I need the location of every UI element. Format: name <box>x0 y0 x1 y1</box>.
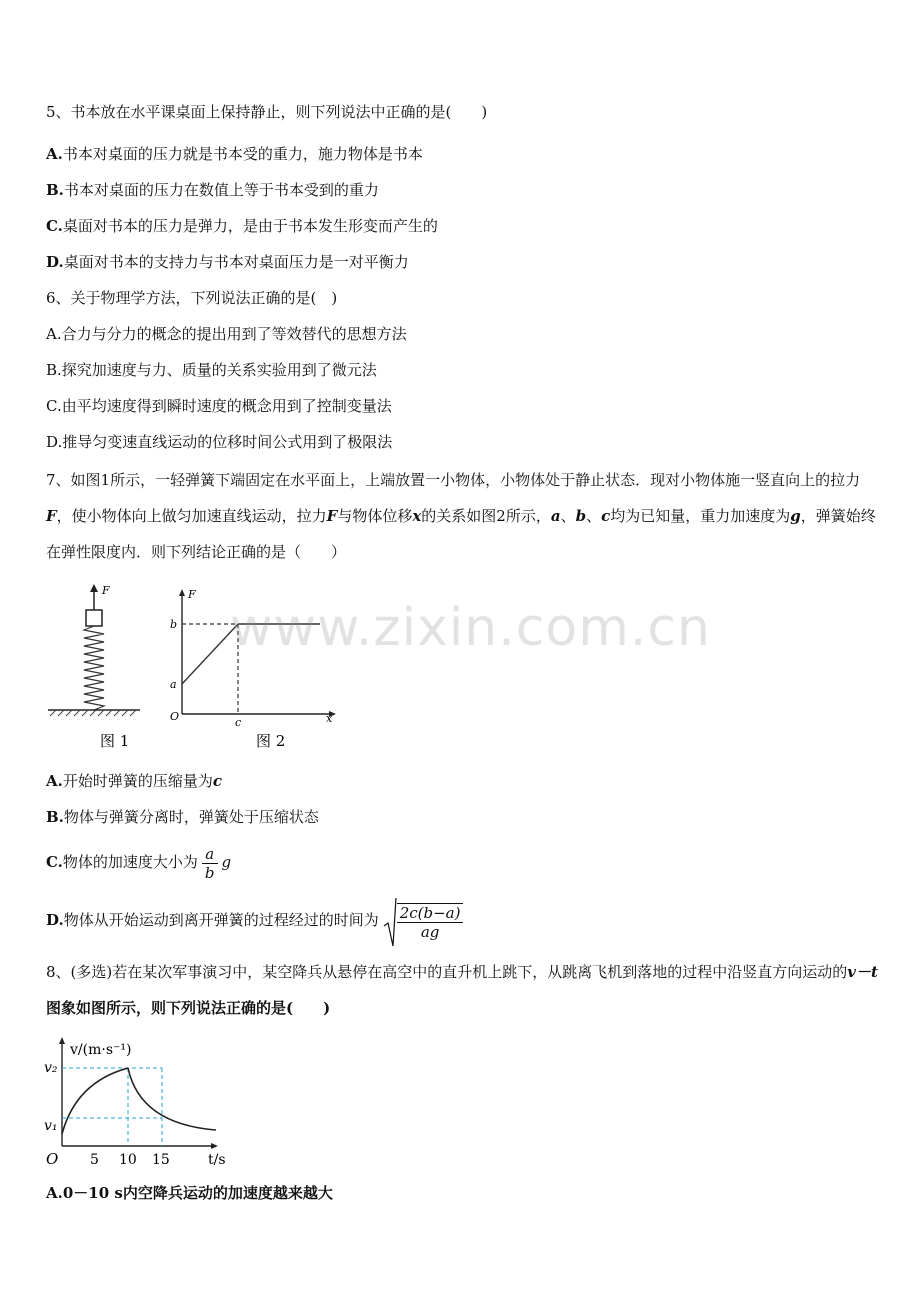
q6-option-a: A.合力与分力的概念的提出用到了等效替代的思想方法 <box>46 325 407 343</box>
q6-option-d: D.推导匀变速直线运动的位移时间公式用到了极限法 <box>46 433 393 451</box>
q7-stem: 7、如图1所示，一轻弹簧下端固定在水平面上，上端放置一小物体，小物体处于静止状态．现对小物体施一竖直向上的拉力F，使小物体向上做匀加速直线运动，拉力F与物体位移x的关系如图2所示，a、b、c均为已知量，重力加速度为g，弹簧始终在弹性限度内．则下列结论正确的是（ ） <box>46 471 876 561</box>
q8-origin: O <box>46 1150 59 1168</box>
q7-option-a: A.开始时弹簧的压缩量为c <box>46 772 223 790</box>
q8-x-label: t/s <box>208 1152 226 1168</box>
q5-option-b: B.书本对桌面的压力在数值上等于书本受到的重力 <box>46 181 379 199</box>
fig2-x-label: x <box>326 712 333 725</box>
q5-option-c: C.桌面对书本的压力是弹力，是由于书本发生形变而产生的 <box>46 217 438 235</box>
fig2-c-label: c <box>235 716 242 729</box>
q5-option-a: A.书本对桌面的压力就是书本受的重力，施力物体是书本 <box>46 145 423 163</box>
q8-tick-15: 15 <box>152 1152 170 1168</box>
q8-curve-fall <box>128 1068 216 1130</box>
q7-option-c: C.物体的加速度大小为 $\frac{a}{b}$ g <box>46 844 232 882</box>
q7-option-b: B.物体与弹簧分离时，弹簧处于压缩状态 <box>46 808 319 826</box>
q8-tick-10: 10 <box>119 1152 137 1168</box>
fig1-force-label: F <box>102 584 110 597</box>
fig2-caption: 图 2 <box>256 732 286 750</box>
fig2-origin: O <box>170 710 180 723</box>
q8-tick-5: 5 <box>90 1152 99 1168</box>
fig2-y-label: F <box>188 588 196 601</box>
fig2-b-label: b <box>170 618 178 631</box>
q7-d-sqrt: $\frac{2c(b-a)}{ag}$ <box>383 893 464 949</box>
fig1-caption: 图 1 <box>100 732 130 750</box>
q6-option-c: C.由平均速度得到瞬时速度的概念用到了控制变量法 <box>46 397 392 415</box>
q8-vt-graph <box>40 1034 240 1172</box>
q8-option-a: A.0－10 s内空降兵运动的加速度越来越大 <box>46 1184 333 1202</box>
q8-v2-label: v₂ <box>44 1060 58 1076</box>
q6-option-b: B.探究加速度与力、质量的关系实验用到了微元法 <box>46 361 377 379</box>
q8-v1-label: v₁ <box>44 1118 58 1134</box>
q5-option-d: D.桌面对书本的支持力与书本对桌面压力是一对平衡力 <box>46 253 409 271</box>
q5-stem: 5、书本放在水平课桌面上保持静止，则下列说法中正确的是( ) <box>46 103 488 121</box>
watermark: www.zixin.com.cn <box>230 598 711 658</box>
q6-stem: 6、关于物理学方法，下列说法正确的是( ) <box>46 289 338 307</box>
q7-option-d: D.物体从开始运动到离开弹簧的过程经过的时间为 $\frac{2c(b-a)}{ag}$ <box>46 892 463 949</box>
figure-1-spring <box>44 582 154 752</box>
q8-y-label: v/(m·s⁻¹) <box>70 1042 132 1058</box>
q8-stem: 8、(多选)若在某次军事演习中，某空降兵从悬停在高空中的直升机上跳下，从跳离飞机到落地的过程中沿竖直方向运动的v－t图象如图所示，则下列说法正确的是( ) <box>46 963 878 1017</box>
q7-c-fraction: $\frac{a}{b}$ <box>202 845 218 882</box>
fig2-a-label: a <box>170 678 177 691</box>
q8-curve-rise <box>62 1068 128 1134</box>
